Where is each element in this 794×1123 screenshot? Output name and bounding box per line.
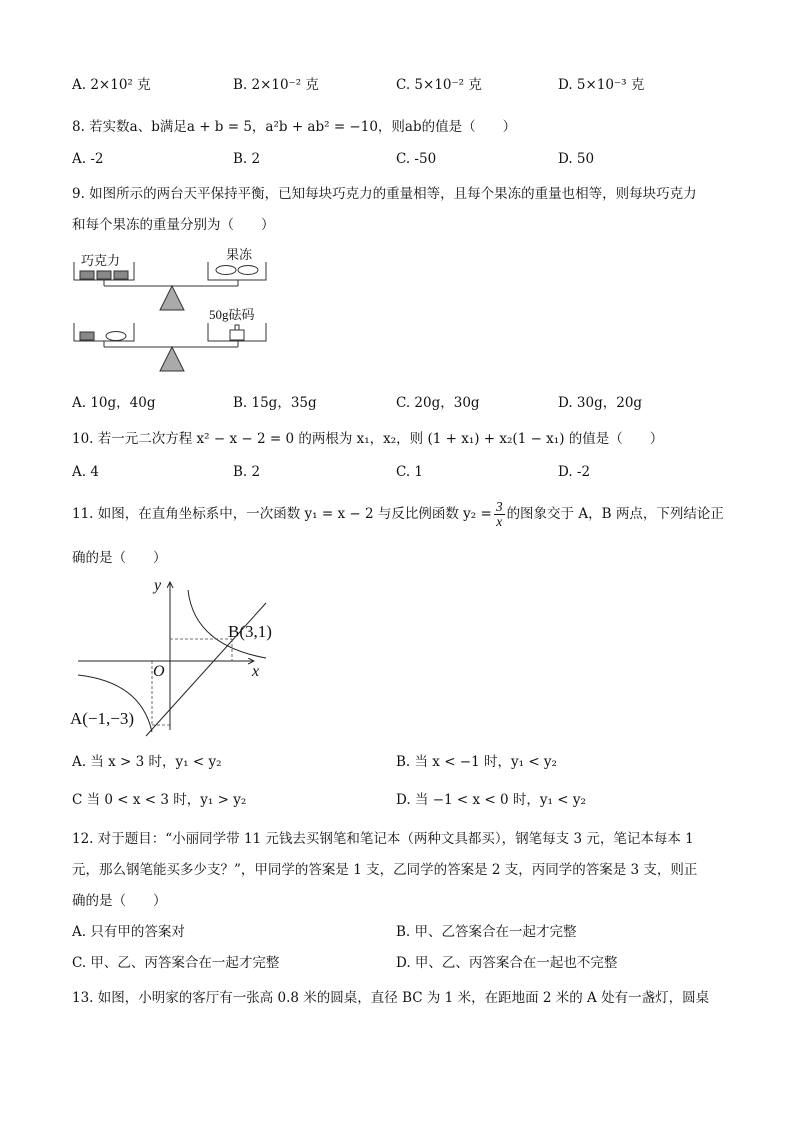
q8-option-b: B. 2: [233, 151, 261, 167]
q8-option-d: D. 50: [558, 151, 595, 167]
q7-option-a: A. 2×10² 克: [72, 77, 151, 93]
q11-stem-pre: 11. 如图，在直角坐标系中，一次函数 y₁ = x − 2 与反比例函数 y₂ =: [72, 506, 492, 522]
q8-stem: 8. 若实数a、b满足a + b = 5，a²b + ab² = −10，则ab的值是（ ）: [72, 119, 517, 135]
q9-stem-line1: 9. 如图所示的两台天平保持平衡，已知每块巧克力的重量相等，且每个果冻的重量也相等，则每块巧克力: [72, 186, 697, 202]
q9-option-c: C. 20g，30g: [396, 395, 480, 411]
q10-option-c: C. 1: [396, 464, 424, 480]
q12-option-a: A. 只有甲的答案对: [72, 924, 185, 940]
q12-option-c: C. 甲、乙、丙答案合在一起才完整: [72, 955, 280, 971]
q12-stem-line2: 元，那么钢笔能买多少支？”，甲同学的答案是 1 支，乙同学的答案是 2 支，丙同学的答案是 3 支，则正: [72, 862, 698, 878]
balance-bottom: [74, 323, 266, 371]
x-axis-label: x: [252, 663, 260, 680]
point-b-label: B(3,1): [228, 622, 272, 641]
q11-stem: [72, 500, 724, 529]
q11-option-d: D. 当 −1 < x < 0 时，y₁ < y₂: [396, 792, 586, 808]
origin-label: O: [153, 663, 165, 680]
q8-option-a: A. -2: [72, 151, 104, 167]
jelly-label: 果冻: [226, 247, 253, 262]
q12-option-b: B. 甲、乙答案合在一起才完整: [396, 924, 577, 940]
q11-option-c: C 当 0 < x < 3 时，y₁ > y₂: [72, 792, 247, 808]
q10-option-b: B. 2: [233, 464, 261, 480]
q12-option-d: D. 甲、乙、丙答案合在一起也不完整: [396, 955, 618, 971]
q11-fraction: [494, 500, 505, 529]
q9-stem-line2: 和每个果冻的重量分别为（ ）: [72, 217, 275, 233]
q11-frac-num: 3: [495, 499, 503, 514]
q11-option-a: A. 当 x > 3 时，y₁ < y₂: [72, 754, 222, 770]
balance-top: [74, 262, 266, 310]
q12-stem-line3: 确的是（ ）: [72, 893, 167, 909]
q12-stem-line1: 12. 对于题目：“小丽同学带 11 元钱去买钢笔和笔记本（两种文具都买），钢笔每支 3 元，笔记本每本 1: [72, 831, 694, 847]
balance-figure: [66, 240, 286, 376]
q7-option-d: D. 5×10⁻³ 克: [558, 77, 645, 93]
function-graph: [66, 570, 306, 740]
q9-option-a: A. 10g，40g: [72, 395, 156, 411]
q9-option-d: D. 30g，20g: [558, 395, 643, 411]
q11-option-b: B. 当 x < −1 时，y₁ < y₂: [396, 754, 557, 770]
y-axis-label: y: [154, 577, 162, 594]
q11-frac-den: x: [496, 514, 503, 529]
q13-stem-line1: 13. 如图，小明家的客厅有一张高 0.8 米的圆桌，直径 BC 为 1 米，在距地面 2 米的 A 处有一盏灯，圆桌: [72, 990, 710, 1006]
q7-option-c: C. 5×10⁻² 克: [396, 77, 482, 93]
q10-stem: 10. 若一元二次方程 x² − x − 2 = 0 的两根为 x₁，x₂，则 (1 + x₁) + x₂(1 − x₁) 的值是（ ）: [72, 431, 664, 447]
weight-label: 50g砝码: [209, 307, 255, 322]
guide-lines: [152, 639, 232, 725]
q9-option-b: B. 15g，35g: [233, 395, 317, 411]
q10-option-d: D. -2: [558, 464, 591, 480]
chocolate-label: 巧克力: [81, 253, 121, 268]
q11-stem-line2: 确的是（ ）: [72, 550, 167, 566]
point-a-label: A(−1,−3): [70, 709, 135, 728]
q11-stem-post: 的图象交于 A，B 两点，下列结论正: [506, 506, 724, 522]
q7-option-b: B. 2×10⁻² 克: [233, 77, 319, 93]
q8-option-c: C. -50: [396, 151, 437, 167]
q10-option-a: A. 4: [72, 464, 99, 480]
